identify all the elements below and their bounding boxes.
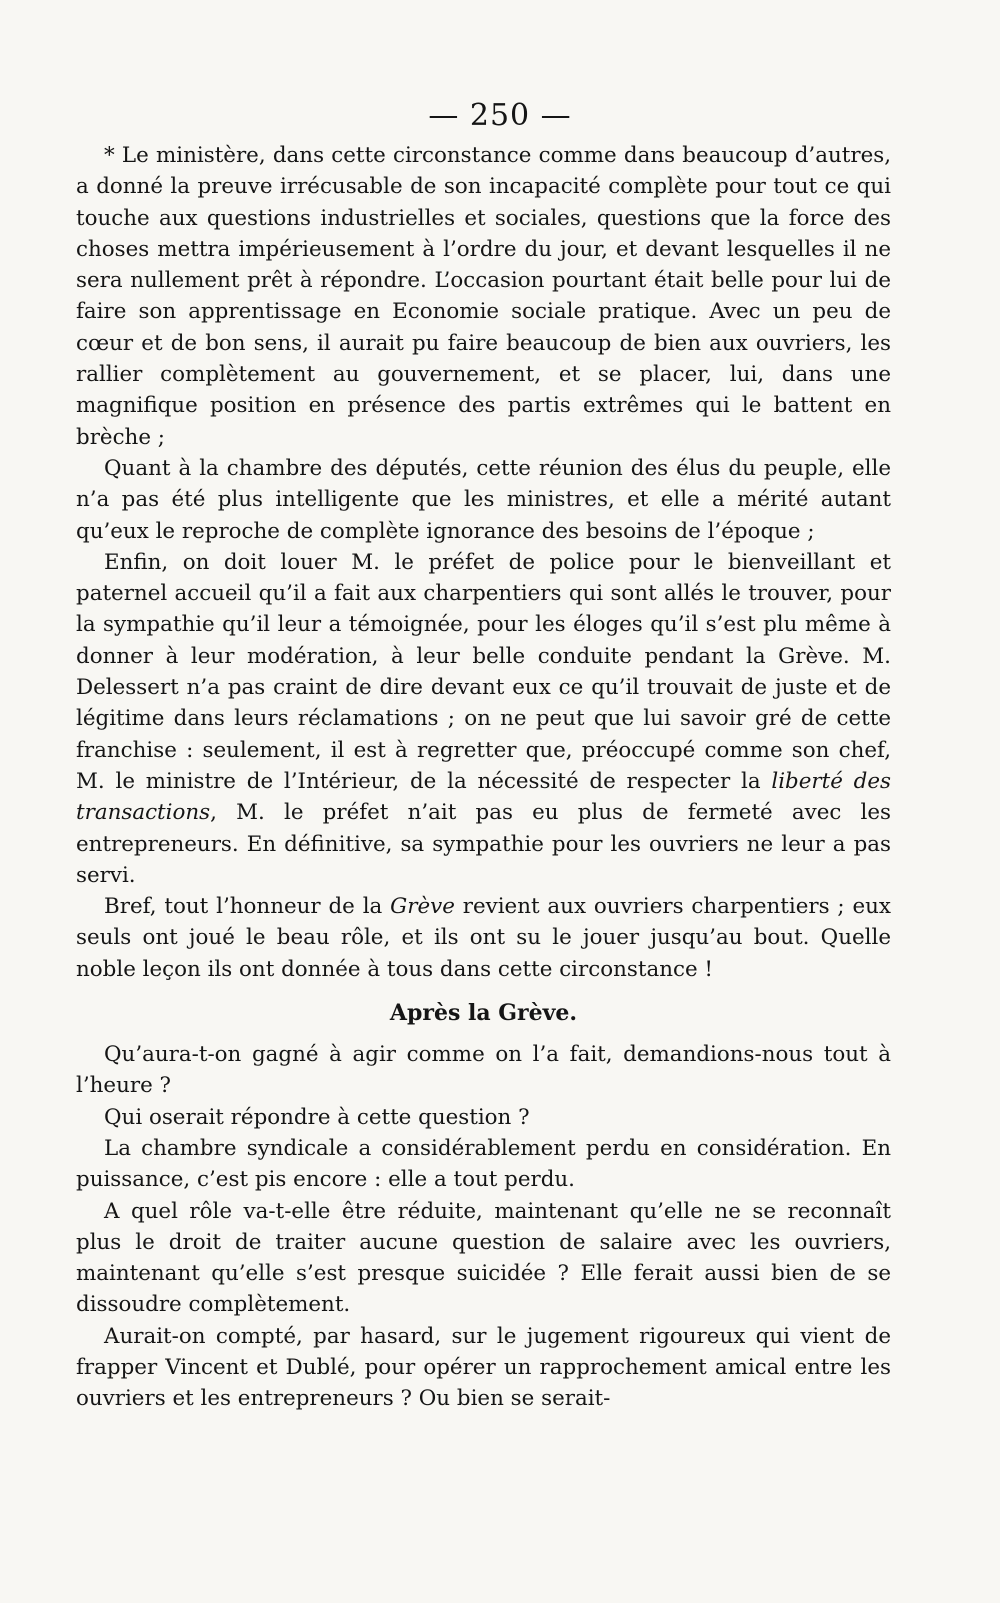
paragraph-aurait-on: Aurait-on compté, par hasard, sur le jugement rigoureux qui vient de frapper Vincent et Dublé, pour opérer un rapprochement amical entre les ouvriers et les entrepreneurs ? Ou bien se serait- xyxy=(76,1323,891,1412)
paragraph-quel-role: A quel rôle va-t-elle être réduite, maintenant qu’elle ne se reconnaît plus le droit de traiter aucune question de salaire avec les ouvriers, maintenant qu’elle s’est presque suicidée ? Elle ferait aussi bien de se dissoudre complètement. xyxy=(76,1198,891,1318)
page-number: — 250 — xyxy=(428,98,572,133)
italic-word-greve: Grève xyxy=(390,894,455,920)
paragraph-question: Qu’aura-t-on gagné à agir comme on l’a fait, demandions-nous tout à l’heure ? xyxy=(76,1042,891,1099)
paragraph-qui-oserait: Qui oserait répondre à cette question ? xyxy=(104,1104,530,1130)
paragraph-prefet-police xyxy=(76,547,891,891)
paragraph-prefet-text-a: Enfin, on doit louer M. le préfet de police pour le bienveillant et paternel accueil qu’il a fait aux charpentiers qui sont allés le trouver, pour la sympathie qu’il leur a témoignée, pour les éloges qu’il s’est plu même à donner à leur modération, à leur belle conduite pendant la Grève. M. Delessert n’a pas craint de dire devant eux ce qu’il trouvait de juste et de légitime dans leurs réclamations ; on ne peut que lui savoir gré de cette franchise : seulement, il est à regretter que, préoccupé comme son chef, M. le ministre de l’Intérieur, de la nécessité de respecter la xyxy=(76,549,891,794)
section-heading: Après la Grève. xyxy=(389,1000,578,1027)
paragraph-prefet-text-b: , M. le préfet n’ait pas eu plus de fermeté avec les entrepreneurs. En définitive, sa sympathie pour les ouvriers ne leur a pas servi. xyxy=(76,800,891,888)
paragraph-ministere: * Le ministère, dans cette circonstance comme dans beaucoup d’autres, a donné la preuve irrécusable de son incapacité complète pour tout ce qui touche aux questions industrielles et sociales, questions que la force des choses mettra impérieusement à l’ordre du jour, et devant lesquelles il ne sera nullement prêt à répondre. L’occasion pourtant était belle pour lui de faire son apprentissage en Economie sociale pratique. Avec un peu de cœur et de bon sens, il aurait pu faire beaucoup de bien aux ouvriers, les rallier complètement au gouvernement, et se placer, lui, dans une magnifique position en présence des partis extrêmes qui le battent en brèche ; xyxy=(76,143,891,450)
paragraph-bref-text-a: Bref, tout l’honneur de la xyxy=(104,894,391,920)
paragraph-bref-text-b: revient aux ouvriers charpentiers ; eux seuls ont joué le beau rôle, et ils ont su le jouer jusqu’au bout. Quelle noble leçon ils ont donnée à tous dans cette circonstance ! xyxy=(76,894,891,982)
italic-phrase-liberte: liberté des transactions xyxy=(76,768,891,826)
body-text xyxy=(76,140,891,1415)
paragraph-bref xyxy=(76,891,891,985)
paragraph-chambre-deputes: Quant à la chambre des députés, cette réunion des élus du peuple, elle n’a pas été plus intelligente que les ministres, et elle a mérité autant qu’eux le reproche de complète ignorance des besoins de l’époque ; xyxy=(76,455,891,544)
paragraph-chambre-syndicale: La chambre syndicale a considérablement perdu en considération. En puissance, c’est pis encore : elle a tout perdu. xyxy=(76,1135,891,1193)
